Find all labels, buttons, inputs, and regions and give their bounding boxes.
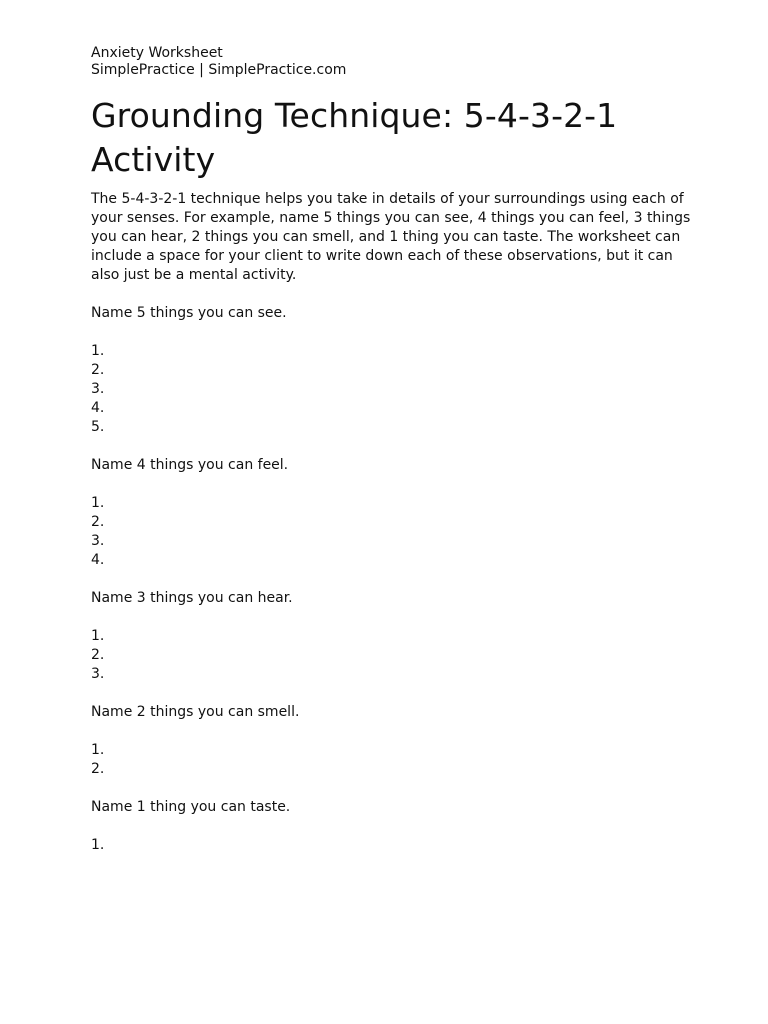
worksheet-type: Anxiety Worksheet [91, 45, 223, 61]
list-item: 1. [91, 837, 105, 853]
list-item: 1. [91, 495, 105, 511]
worksheet-page [91, 45, 691, 855]
list-item: 2. [91, 514, 105, 530]
section-smell [91, 703, 691, 779]
source-line: SimplePractice | SimplePractice.com [91, 62, 347, 78]
list-item: 2. [91, 647, 105, 663]
answer-list [91, 494, 691, 570]
section-prompt: Name 1 thing you can taste. [91, 799, 291, 815]
answer-list [91, 342, 691, 437]
answer-list [91, 741, 691, 779]
intro-paragraph: The 5-4-3-2-1 technique helps you take in details of your surroundings using each of your senses. For example, name 5 things you can see, 4 things you can feel, 3 things you can hear, 2 things you can smell, and 1 thing you can taste. The worksheet can include a space for your client to write down each of these observations, but it can also just be a mental activity. [91, 191, 691, 283]
section-taste [91, 798, 691, 855]
list-item: 3. [91, 666, 105, 682]
section-prompt: Name 3 things you can hear. [91, 590, 293, 606]
list-item: 4. [91, 552, 105, 568]
section-feel [91, 456, 691, 570]
section-prompt: Name 4 things you can feel. [91, 457, 289, 473]
list-item: 1. [91, 742, 105, 758]
list-item: 3. [91, 533, 105, 549]
list-item: 1. [91, 628, 105, 644]
list-item: 4. [91, 400, 105, 416]
section-prompt: Name 5 things you can see. [91, 305, 287, 321]
list-item: 2. [91, 761, 105, 777]
list-item: 3. [91, 381, 105, 397]
section-prompt: Name 2 things you can smell. [91, 704, 300, 720]
list-item: 5. [91, 419, 105, 435]
page-title: Grounding Technique: 5-4-3-2-1 Activity [91, 96, 618, 179]
section-hear [91, 589, 691, 684]
answer-list [91, 836, 691, 855]
answer-list [91, 627, 691, 684]
list-item: 1. [91, 343, 105, 359]
list-item: 2. [91, 362, 105, 378]
section-see [91, 304, 691, 437]
